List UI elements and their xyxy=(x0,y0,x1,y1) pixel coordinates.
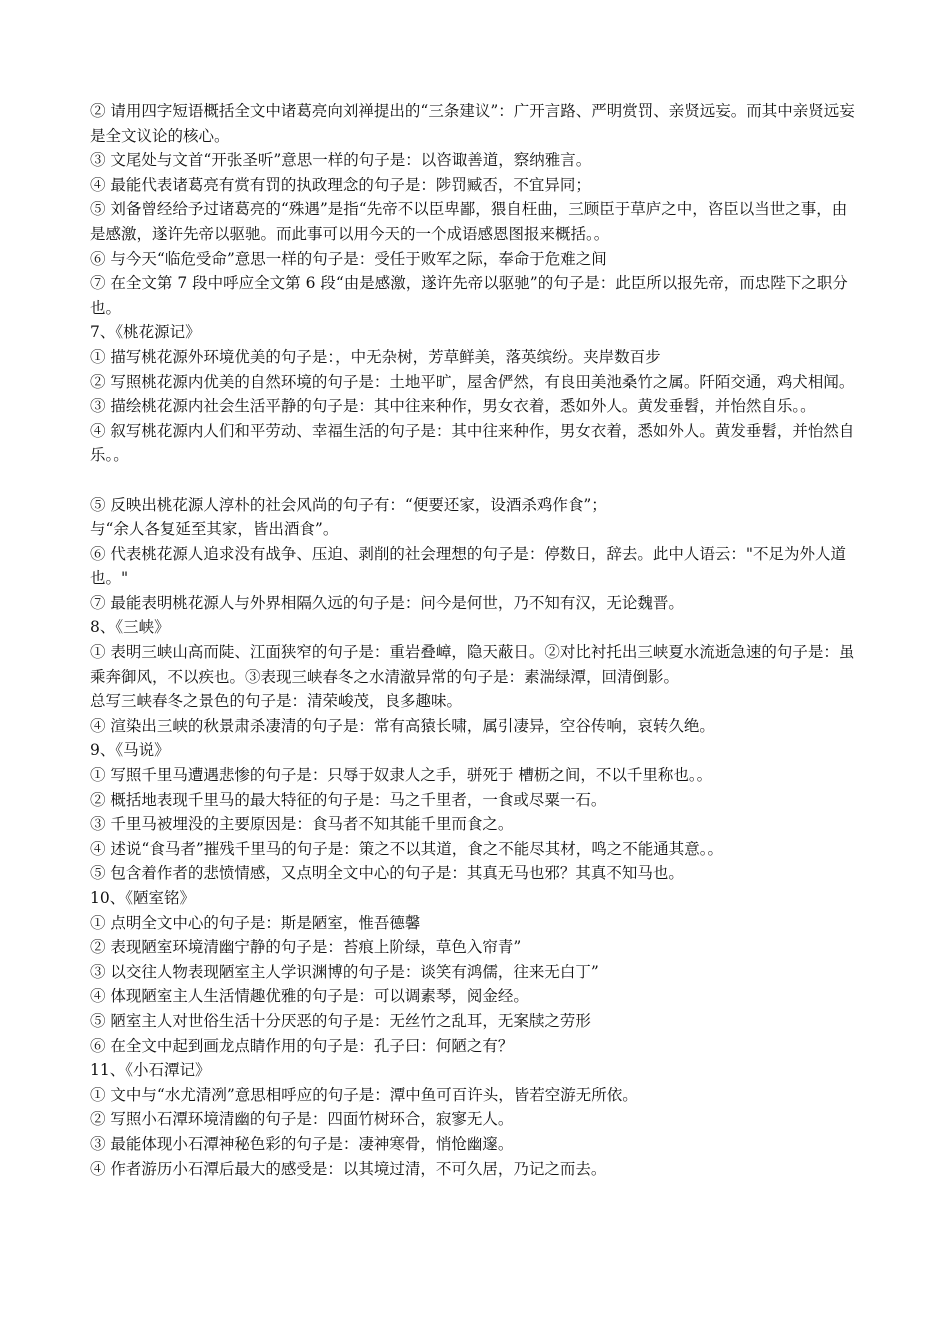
text-line: ① 表明三峡山高而陡、江面狭窄的句子是：重岩叠嶂，隐天蔽日。②对比衬托出三峡夏水流逝急速的句子是：虽乘奔御风，不以疾也。③表现三峡春冬之水清澈异常的句子是：素湍绿潭，回清倒影。 xyxy=(90,643,855,686)
text-line: ④ 叙写桃花源内人们和平劳动、幸福生活的句子是：其中往来种作，男女衣着，悉如外人。黄发垂髫，并怡然自乐。。 xyxy=(90,421,855,465)
text-line: ③ 以交往人物表现陋室主人学识渊博的句子是：谈笑有鸿儒，往来无白丁” xyxy=(90,962,599,981)
section-heading: 9、《马说》 xyxy=(90,741,170,760)
text-line: ③ 千里马被埋没的主要原因是：食马者不知其能千里而食之。 xyxy=(90,815,514,834)
text-line: ⑥ 与今天“临危受命”意思一样的句子是：受任于败军之际，奉命于危难之间 xyxy=(90,249,607,268)
text-line: ⑦ 最能表明桃花源人与外界相隔久远的句子是：问今是何世，乃不知有汉，无论魏晋。 xyxy=(90,593,684,612)
text-line: ④ 述说“食马者”摧残千里马的句子是：策之不以其道，食之不能尽其材，鸣之不能通其意。。 xyxy=(90,839,724,858)
text-line: ⑤ 陋室主人对世俗生活十分厌恶的句子是：无丝竹之乱耳，无案牍之劳形 xyxy=(90,1011,591,1030)
text-line: ② 写照桃花源内优美的自然环境的句子是：土地平旷，屋舍俨然，有良田美池桑竹之属。阡陌交通，鸡犬相闻。 xyxy=(90,372,855,391)
section-heading: 11、《小石潭记》 xyxy=(90,1061,211,1080)
text-line: ④ 作者游历小石潭后最大的感受是：以其境过清，不可久居，乃记之而去。 xyxy=(90,1159,607,1178)
text-line: ④ 最能代表诸葛亮有赏有罚的执政理念的句子是：陟罚臧否，不宜异同； xyxy=(90,175,591,194)
section-heading: 8、《三峡》 xyxy=(90,618,170,637)
text-line: 与“余人各复延至其家，皆出酒食”。 xyxy=(90,520,339,539)
text-line: ⑦ 在全文第 7 段中呼应全文第 6 段“由是感激，遂许先帝以驱驰”的句子是：此臣所以报先帝，而忠陛下之职分也。 xyxy=(90,274,848,317)
text-line: ⑤ 包含着作者的悲愤情感，又点明全文中心的句子是：其真无马也邪？其真不知马也。 xyxy=(90,864,684,883)
document-body xyxy=(90,99,862,1181)
text-line: ① 写照千里马遭遇悲惨的句子是：只辱于奴隶人之手，骈死于 槽枥之间，不以千里称也。。 xyxy=(90,766,713,785)
text-line: ③ 描绘桃花源内社会生活平静的句子是：其中往来种作，男女衣着，悉如外人。黄发垂髫，并怡然自乐。。 xyxy=(90,397,816,416)
text-line: ② 写照小石潭环境清幽的句子是：四面竹树环合，寂寥无人。 xyxy=(90,1110,514,1129)
text-line: ⑥ 代表桃花源人追求没有战争、压迫、剥削的社会理想的句子是：停数日，辞去。此中人语云："不足为外人道也。" xyxy=(90,544,847,588)
text-line: 总写三峡春冬之景色的句子是：清荣峻茂，良多趣味。 xyxy=(90,692,463,711)
section-heading: 10、《陋室铭》 xyxy=(90,889,195,907)
text-line: ⑥ 在全文中起到画龙点睛作用的句子是：孔子曰：何陋之有？ xyxy=(90,1036,514,1055)
text-line: ① 描写桃花源外环境优美的句子是：，中无杂树，芳草鲜美，落英缤纷。夹岸数百步 xyxy=(90,347,661,366)
text-line: ② 表现陋室环境清幽宁静的句子是：苔痕上阶绿，草色入帘青” xyxy=(90,938,522,957)
text-line: ⑤ 反映出桃花源人淳朴的社会风尚的句子有：“便要还家，设酒杀鸡作食”； xyxy=(90,495,607,514)
text-line: ② 请用四字短语概括全文中诸葛亮向刘禅提出的“三条建议”：广开言路、严明赏罚、亲贤远妄。而其中亲贤远妄是全文议论的核心。 xyxy=(90,102,855,145)
text-line: ① 点明全文中心的句子是：斯是陋室，惟吾德馨 xyxy=(90,913,421,932)
text-line: ④ 渲染出三峡的秋景肃杀凄清的句子是：常有高猿长啸，属引凄异，空谷传响，哀转久绝。 xyxy=(90,716,715,735)
blank-line xyxy=(90,468,862,493)
text-line: ④ 体现陋室主人生活情趣优雅的句子是：可以调素琴，阅金经。 xyxy=(90,987,529,1006)
text-line: ⑤ 刘备曾经给予过诸葛亮的“殊遇”是指“先帝不以臣卑鄙，猥自枉曲，三顾臣于草庐之中，咨臣以当世之事，由是感激，遂许先帝以驱驰。而此事可以用今天的一个成语感恩图报来概括。。 xyxy=(90,200,848,243)
text-line: ① 文中与“水尤清冽”意思相呼应的句子是：潭中鱼可百许头，皆若空游无所依。 xyxy=(90,1085,638,1104)
text-line: ③ 文尾处与文首“开张圣听”意思一样的句子是：以咨诹善道，察纳雅言。 xyxy=(90,151,592,170)
text-line: ③ 最能体现小石潭神秘色彩的句子是：凄神寒骨，悄怆幽邃。 xyxy=(90,1134,514,1153)
text-line: ② 概括地表现千里马的最大特征的句子是：马之千里者，一食或尽粟一石。 xyxy=(90,790,607,809)
section-heading: 7、《桃花源记》 xyxy=(90,323,201,342)
